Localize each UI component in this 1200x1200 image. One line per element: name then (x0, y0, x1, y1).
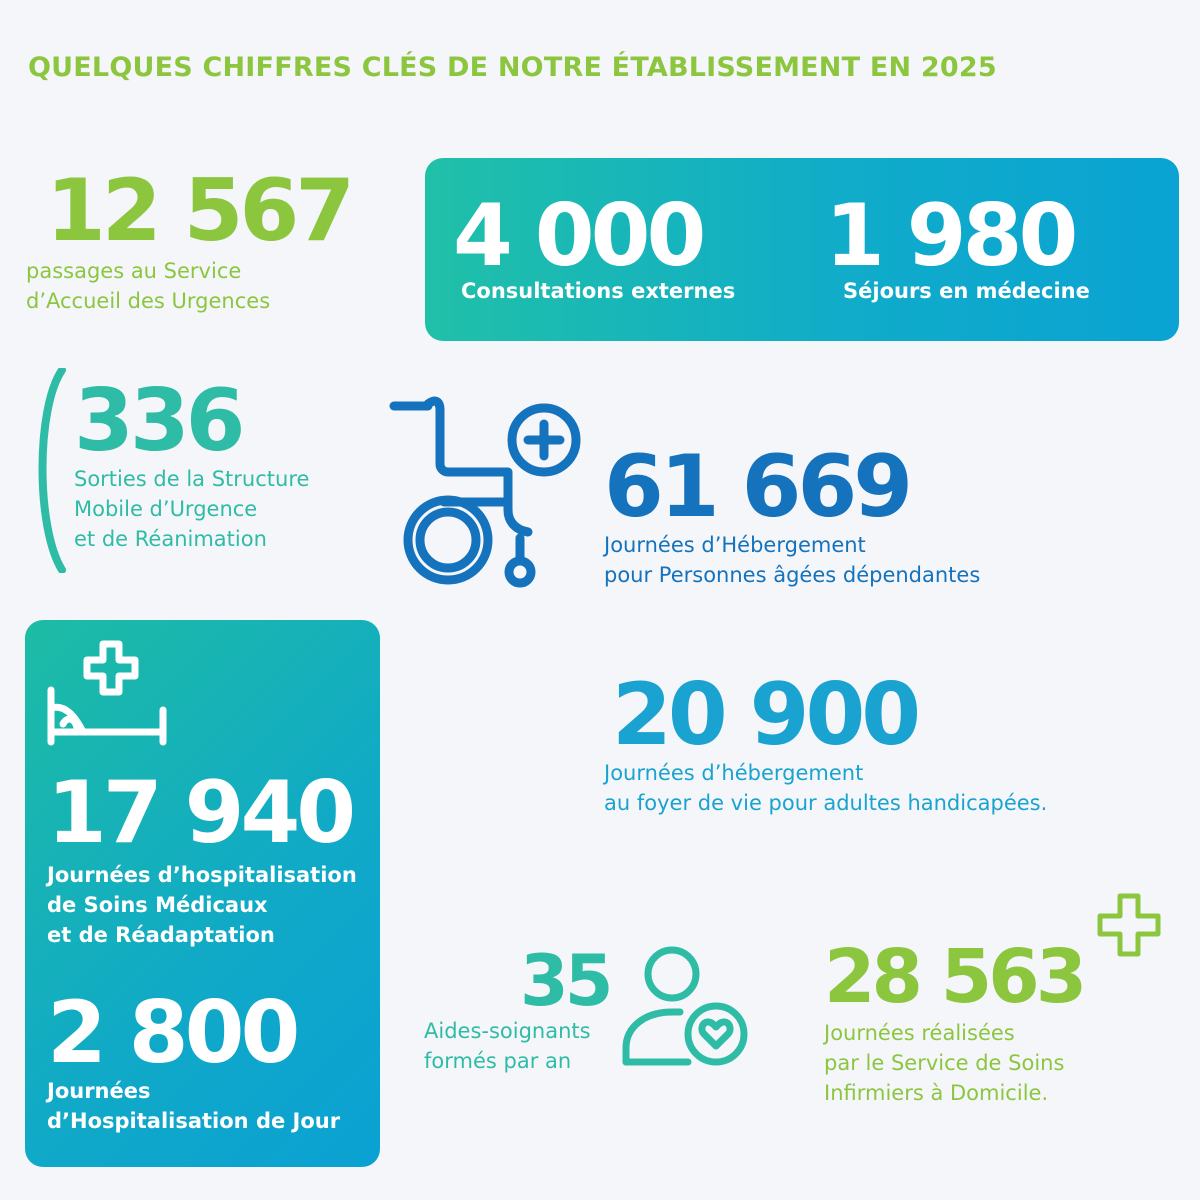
stat-value: 35 (520, 940, 610, 1022)
stat-sejours (825, 186, 1090, 303)
stat-urgences (26, 161, 352, 316)
stat-label: Journées (47, 1079, 151, 1103)
stat-label: Consultations externes (461, 279, 736, 303)
panel-consultations-sejours (425, 158, 1179, 341)
stat-label: d’Hospitalisation de Jour (47, 1109, 341, 1133)
stat-label: et de Réanimation (74, 527, 267, 551)
stat-label: Journées d’hospitalisation (47, 863, 357, 887)
stat-value: 61 669 (604, 437, 910, 537)
page-title: QUELQUES CHIFFRES CLÉS DE NOTRE ÉTABLISSEMENT EN 2025 (28, 52, 997, 83)
stat-label: Journées d’Hébergement (604, 533, 866, 557)
panel-hospitalisation (25, 620, 380, 1167)
stat-label: pour Personnes âgées dépendantes (604, 563, 981, 587)
stat-value: 4 000 (453, 186, 703, 286)
stat-smur (74, 371, 310, 554)
stat-consultations (453, 186, 736, 303)
stat-label: passages au Service (26, 259, 242, 283)
stat-value: 17 940 (47, 763, 353, 863)
arc-decoration (30, 368, 70, 577)
stat-label: Aides-soignants (424, 1019, 591, 1043)
caregiver-heart-icon (618, 944, 754, 1068)
stat-label: Séjours en médecine (843, 279, 1090, 303)
stat-label: d’Accueil des Urgences (26, 289, 271, 313)
stat-label: par le Service de Soins (824, 1051, 1065, 1075)
stat-ssiad (824, 934, 1084, 1108)
stat-ehpad (604, 437, 981, 590)
stat-label: au foyer de vie pour adultes handicapées. (604, 791, 1048, 815)
stat-hdj (47, 983, 341, 1136)
wheelchair-plus-icon (388, 392, 588, 592)
stat-label: Sorties de la Structure (74, 467, 310, 491)
stat-value: 1 980 (825, 186, 1075, 286)
plus-icon (1096, 892, 1162, 958)
stat-label: Journées d’hébergement (604, 761, 864, 785)
stat-value: 28 563 (824, 934, 1084, 1020)
stat-label: de Soins Médicaux (47, 893, 268, 917)
stat-label: formés par an (424, 1049, 572, 1073)
stat-aides (424, 940, 610, 1076)
hospital-bed-icon (45, 638, 169, 750)
stat-foyer (604, 665, 1048, 818)
stat-value: 2 800 (47, 983, 297, 1083)
stat-label: Mobile d’Urgence (74, 497, 258, 521)
stat-value: 20 900 (612, 665, 918, 765)
stat-label: et de Réadaptation (47, 923, 275, 947)
stat-value: 336 (74, 371, 242, 471)
stat-label: Infirmiers à Domicile. (824, 1081, 1049, 1105)
stat-value: 12 567 (46, 161, 352, 261)
stat-smr (47, 763, 357, 950)
stat-label: Journées réalisées (824, 1021, 1015, 1045)
